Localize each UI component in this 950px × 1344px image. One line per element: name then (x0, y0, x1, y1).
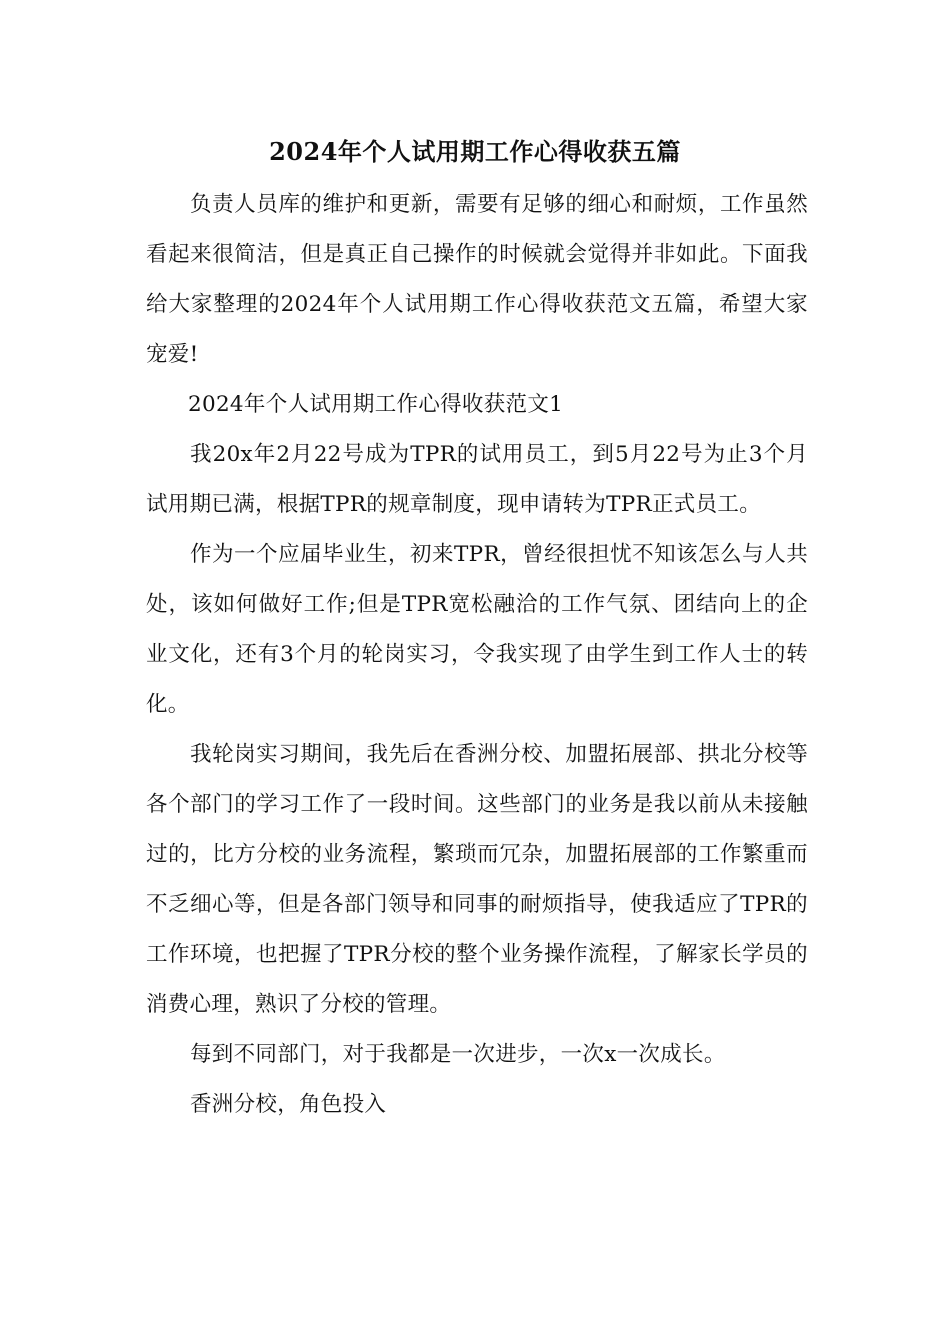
body-paragraph: 香洲分校，角色投入 (190, 1092, 387, 1117)
document-body (146, 180, 808, 1130)
document-title: 2024年个人试用期工作心得收获五篇 (269, 137, 681, 166)
intro-paragraph: 负责人员库的维护和更新，需要有足够的细心和耐烦，工作虽然看起来很简洁，但是真正自己操作的时候就会觉得并非如此。下面我给大家整理的2024年个人试用期工作心得收获范文五篇，希望大家宠爱! (146, 192, 808, 367)
body-paragraph: 我20x年2月22号成为TPR的试用员工，到5月22号为止3个月试用期已满，根据TPR的规章制度，现申请转为TPR正式员工。 (146, 442, 808, 517)
body-paragraph: 作为一个应届毕业生，初来TPR，曾经很担忧不知该怎么与人共处，该如何做好工作;但是TPR宽松融洽的工作气氛、团结向上的企业文化，还有3个月的轮岗实习，令我实现了由学生到工作人士的转化。 (146, 542, 808, 717)
section-heading: 2024年个人试用期工作心得收获范文1 (188, 392, 564, 417)
body-paragraph: 每到不同部门，对于我都是一次进步，一次x一次成长。 (190, 1042, 726, 1067)
body-paragraph: 我轮岗实习期间，我先后在香洲分校、加盟拓展部、拱北分校等各个部门的学习工作了一段时间。这些部门的业务是我以前从未接触过的，比方分校的业务流程，繁琐而冗杂，加盟拓展部的工作繁重而不乏细心等，但是各部门领导和同事的耐烦指导，使我适应了TPR的工作环境，也把握了TPR分校的整个业务操作流程，了解家长学员的消费心理，熟识了分校的管理。 (146, 742, 808, 1017)
